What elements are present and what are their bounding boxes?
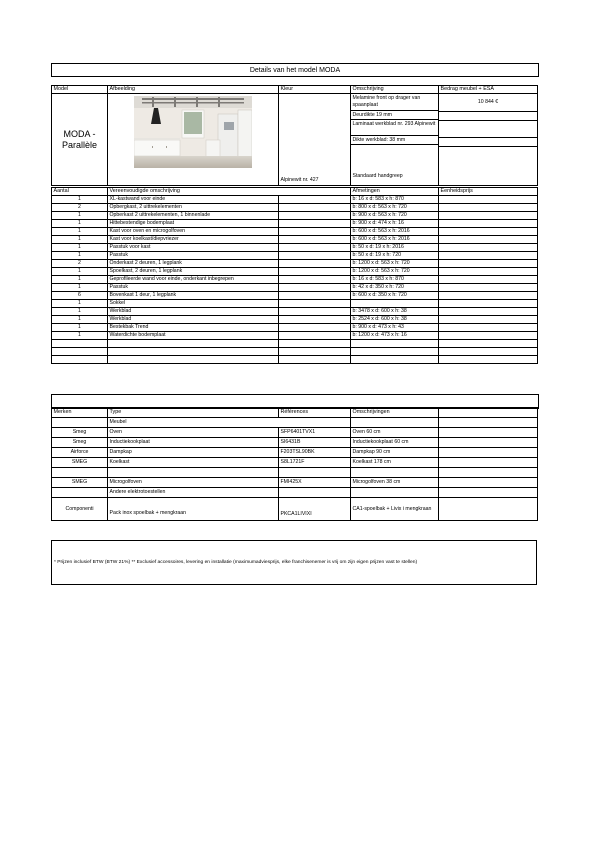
item-description: Opbergkast, 2 uittrekelementen	[108, 204, 279, 212]
item-unit-price	[439, 244, 538, 252]
appliance-desc: Inductiekookplaat 60 cm	[351, 438, 439, 448]
header-descriptions: Omschrijvingen	[351, 408, 439, 418]
item-unit-price	[439, 236, 538, 244]
price-cell	[439, 94, 538, 186]
item-unit-price	[439, 228, 538, 236]
item-blank	[279, 260, 351, 268]
blank-extra	[439, 468, 538, 478]
item-description	[108, 348, 279, 356]
item-description	[108, 356, 279, 364]
item-unit-price	[439, 356, 538, 364]
color-cell	[279, 94, 351, 186]
appliances-table	[51, 407, 538, 521]
item-quantity: 1	[52, 268, 108, 276]
other-extra	[439, 488, 538, 498]
item-description: Waterdichte bodemplaat	[108, 332, 279, 340]
other-brand	[52, 488, 108, 498]
item-unit-price	[439, 196, 538, 204]
other-ref	[279, 488, 351, 498]
appliance-brand: SMEG	[52, 458, 108, 468]
item-description: Kast voor oven en microgolfoven	[108, 228, 279, 236]
item-quantity: 2	[52, 260, 108, 268]
item-dimensions: b: 900 x d: 474 x h: 16	[351, 220, 439, 228]
item-blank	[279, 348, 351, 356]
appliance-desc: Oven 60 cm	[351, 428, 439, 438]
item-unit-price	[439, 292, 538, 300]
desc-line-5: Standaard handgreep	[352, 173, 403, 179]
item-blank	[279, 316, 351, 324]
table-row	[52, 348, 538, 356]
appliance-type: Inductiekookplaat	[108, 438, 279, 448]
item-dimensions: b: 1200 x d: 563 x h: 720	[351, 260, 439, 268]
appliance-brand: Airforce	[52, 448, 108, 458]
item-description: Spoelkast, 2 deuren, 1 legplank	[108, 268, 279, 276]
item-quantity: 1	[52, 212, 108, 220]
meubel-extra	[439, 418, 538, 428]
item-unit-price	[439, 276, 538, 284]
item-description: Bestekbak Trend	[108, 324, 279, 332]
price-empty-3	[439, 138, 537, 147]
item-dimensions: b: 1200 x d: 473 x h: 16	[351, 332, 439, 340]
price-value: 10 844 €	[439, 94, 537, 112]
appliance-ref: SI6431B	[279, 438, 351, 448]
item-dimensions: b: 1200 x d: 563 x h: 720	[351, 268, 439, 276]
item-blank	[279, 324, 351, 332]
appliance-desc: Koelkast 178 cm	[351, 458, 439, 468]
appliance-row	[52, 448, 538, 458]
item-description: Geprofileerde wand voor einde, onderkant inbegrepen	[108, 276, 279, 284]
item-quantity: 1	[52, 300, 108, 308]
item-quantity: 1	[52, 276, 108, 284]
item-quantity: 1	[52, 284, 108, 292]
appliance-extra	[439, 458, 538, 468]
item-description: Passtuk	[108, 284, 279, 292]
header-reference: Références	[279, 408, 351, 418]
item-description: Opberkast 2 uittrekelementen, 1 binnenlade	[108, 212, 279, 220]
model-table	[51, 85, 538, 186]
item-unit-price	[439, 340, 538, 348]
micro-brand: SMEG	[52, 478, 108, 488]
table-row	[52, 236, 538, 244]
item-dimensions: b: 2524 x d: 600 x h: 38	[351, 316, 439, 324]
table-row	[52, 332, 538, 340]
blank-desc	[351, 468, 439, 478]
appliance-type: Dampkap	[108, 448, 279, 458]
item-blank	[279, 212, 351, 220]
appliance-row	[52, 458, 538, 468]
table-row	[52, 292, 538, 300]
item-unit-price	[439, 316, 538, 324]
item-quantity: 1	[52, 244, 108, 252]
item-dimensions: b: 600 x d: 563 x h: 2016	[351, 236, 439, 244]
item-blank	[279, 340, 351, 348]
desc-line-3: Laminaat werkblad nr. 293 Alpinewit	[351, 120, 438, 136]
kitchen-image-cell	[108, 94, 279, 186]
appliance-extra	[439, 448, 538, 458]
item-unit-price	[439, 324, 538, 332]
description-cell	[351, 94, 439, 186]
document-title: Details van het model MODA	[51, 63, 539, 77]
item-dimensions: b: 16 x d: 583 x h: 870	[351, 276, 439, 284]
item-dimensions: b: 900 x d: 563 x h: 720	[351, 212, 439, 220]
item-unit-price	[439, 268, 538, 276]
item-blank	[279, 204, 351, 212]
items-body	[52, 196, 538, 364]
item-description: Werkblad	[108, 308, 279, 316]
item-quantity	[52, 348, 108, 356]
meubel-desc	[351, 418, 439, 428]
header-type: Type	[108, 408, 279, 418]
item-blank	[279, 220, 351, 228]
table-row	[52, 300, 538, 308]
model-name-line1: MODA -	[63, 128, 96, 139]
item-dimensions: b: 900 x d: 473 x h: 43	[351, 324, 439, 332]
item-blank	[279, 356, 351, 364]
appliance-row	[52, 438, 538, 448]
item-quantity: 6	[52, 292, 108, 300]
table-row	[52, 340, 538, 348]
table-row	[52, 212, 538, 220]
table-row	[52, 220, 538, 228]
header-color: Kleur	[279, 86, 351, 94]
item-unit-price	[439, 284, 538, 292]
item-description	[108, 340, 279, 348]
item-quantity	[52, 356, 108, 364]
appliance-rows	[52, 428, 538, 468]
item-dimensions	[351, 340, 439, 348]
header-empty	[439, 408, 538, 418]
item-dimensions: b: 50 x d: 19 x h: 720	[351, 252, 439, 260]
header-image: Afbeelding	[108, 86, 279, 94]
item-quantity: 1	[52, 332, 108, 340]
item-quantity: 1	[52, 220, 108, 228]
item-description: Passtuk	[108, 252, 279, 260]
item-unit-price	[439, 332, 538, 340]
table-row	[52, 356, 538, 364]
item-blank	[279, 292, 351, 300]
item-quantity	[52, 340, 108, 348]
header-simple-desc: Vereenvoudigde omschrijving	[108, 188, 351, 196]
table-row	[52, 284, 538, 292]
item-dimensions: b: 16 x d: 583 x h: 870	[351, 196, 439, 204]
item-unit-price	[439, 300, 538, 308]
item-dimensions	[351, 356, 439, 364]
model-name-line2: Parallèle	[61, 139, 98, 150]
kitchen-photo	[134, 96, 252, 168]
appliance-brand: Smeg	[52, 438, 108, 448]
desc-line-2: Deurdikte 19 mm	[351, 111, 438, 120]
components-brand: Componenti	[52, 498, 108, 521]
item-quantity: 1	[52, 252, 108, 260]
table-row	[52, 316, 538, 324]
header-quantity: Aantal	[52, 188, 108, 196]
footnote: * Prijzen inclusief BTW (BTW 21%) ** Exclusief accessoires, levering en installatie (maximumadviesprijs, elke franchisenemer is vrij om zijn eigen prijzen vast te stellen)	[51, 540, 537, 585]
item-description: Passtuk voor kast	[108, 244, 279, 252]
item-quantity: 2	[52, 204, 108, 212]
item-blank	[279, 300, 351, 308]
blank-type	[108, 468, 279, 478]
micro-extra	[439, 478, 538, 488]
desc-spacer	[351, 145, 438, 171]
other-label: Andere elektrotoestellen	[108, 488, 279, 498]
table-row	[52, 308, 538, 316]
item-quantity: 1	[52, 324, 108, 332]
micro-desc: Microgolfoven 38 cm	[351, 478, 439, 488]
appliance-ref: S8L1721F	[279, 458, 351, 468]
table-row	[52, 252, 538, 260]
price-empty-1	[439, 112, 537, 121]
meubel-brand	[52, 418, 108, 428]
table-row	[52, 276, 538, 284]
item-blank	[279, 308, 351, 316]
components-ref: PKCA1LIVIXI	[279, 498, 351, 521]
item-description: Bovenkast 1 deur, 1 legplank	[108, 292, 279, 300]
appliance-ref: F203TSL90BK	[279, 448, 351, 458]
table-row	[52, 204, 538, 212]
header-unit-price: Eenheidsprijs	[439, 188, 538, 196]
item-quantity: 1	[52, 228, 108, 236]
item-unit-price	[439, 212, 538, 220]
item-unit-price	[439, 204, 538, 212]
model-name	[52, 94, 108, 186]
appliance-extra	[439, 438, 538, 448]
appliance-desc: Dampkap 90 cm	[351, 448, 439, 458]
item-blank	[279, 252, 351, 260]
item-blank	[279, 284, 351, 292]
table-row	[52, 196, 538, 204]
item-blank	[279, 268, 351, 276]
appliance-brand: Smeg	[52, 428, 108, 438]
table-row	[52, 260, 538, 268]
item-dimensions	[351, 300, 439, 308]
desc-line-1: Melamine front op drager van spaanplaat	[351, 94, 438, 111]
header-dimensions: Afmetingen	[351, 188, 439, 196]
header-model: Model	[52, 86, 108, 94]
item-dimensions: b: 600 x d: 563 x h: 2016	[351, 228, 439, 236]
item-description: Kast voor koelkast/diepvriezer	[108, 236, 279, 244]
item-unit-price	[439, 348, 538, 356]
item-quantity: 1	[52, 196, 108, 204]
item-quantity: 1	[52, 316, 108, 324]
item-blank	[279, 332, 351, 340]
item-unit-price	[439, 252, 538, 260]
item-quantity: 1	[52, 236, 108, 244]
other-desc	[351, 488, 439, 498]
item-quantity: 1	[52, 308, 108, 316]
blank-brand	[52, 468, 108, 478]
header-brand: Merken	[52, 408, 108, 418]
components-extra	[439, 498, 538, 521]
header-price: Bedrag meubel + ESA	[439, 86, 538, 94]
item-dimensions	[351, 348, 439, 356]
price-empty-2	[439, 121, 537, 138]
table-row	[52, 324, 538, 332]
item-unit-price	[439, 220, 538, 228]
appliance-type: Oven	[108, 428, 279, 438]
items-table	[51, 187, 538, 364]
table-row	[52, 244, 538, 252]
appliance-ref: SFP6401TVX1	[279, 428, 351, 438]
desc-line-4: Dikte werkblad: 38 mm	[351, 136, 438, 145]
item-blank	[279, 244, 351, 252]
item-description: Hittebestendige bodemplaat	[108, 220, 279, 228]
appliance-row	[52, 428, 538, 438]
item-description: XL-kastwand voor einde	[108, 196, 279, 204]
item-dimensions: b: 800 x d: 563 x h: 720	[351, 204, 439, 212]
appliance-type: Koelkast	[108, 458, 279, 468]
blank-ref	[279, 468, 351, 478]
item-dimensions: b: 3478 x d: 600 x h: 38	[351, 308, 439, 316]
micro-ref: FMI425X	[279, 478, 351, 488]
color-value: Alpinewit nr. 427	[280, 177, 319, 184]
item-description: Werkblad	[108, 316, 279, 324]
item-blank	[279, 236, 351, 244]
meubel-label: Meubel	[108, 418, 351, 428]
table-row	[52, 228, 538, 236]
item-dimensions: b: 600 x d: 350 x h: 720	[351, 292, 439, 300]
item-unit-price	[439, 308, 538, 316]
item-blank	[279, 196, 351, 204]
item-blank	[279, 276, 351, 284]
header-description: Omschrijving	[351, 86, 439, 94]
item-description: Onderkast 2 deuren, 1 legplank	[108, 260, 279, 268]
appliance-extra	[439, 428, 538, 438]
item-unit-price	[439, 260, 538, 268]
item-dimensions: b: 50 x d: 19 x h: 2016	[351, 244, 439, 252]
table-row	[52, 268, 538, 276]
item-description: Sokkel	[108, 300, 279, 308]
components-type: Pack inox spoelbak + mengkraan	[108, 498, 279, 521]
micro-type: Microgolfoven	[108, 478, 279, 488]
item-blank	[279, 228, 351, 236]
item-dimensions: b: 42 x d: 350 x h: 720	[351, 284, 439, 292]
components-desc: CA1-spoelbak + Livix i mengkraan	[351, 498, 439, 521]
